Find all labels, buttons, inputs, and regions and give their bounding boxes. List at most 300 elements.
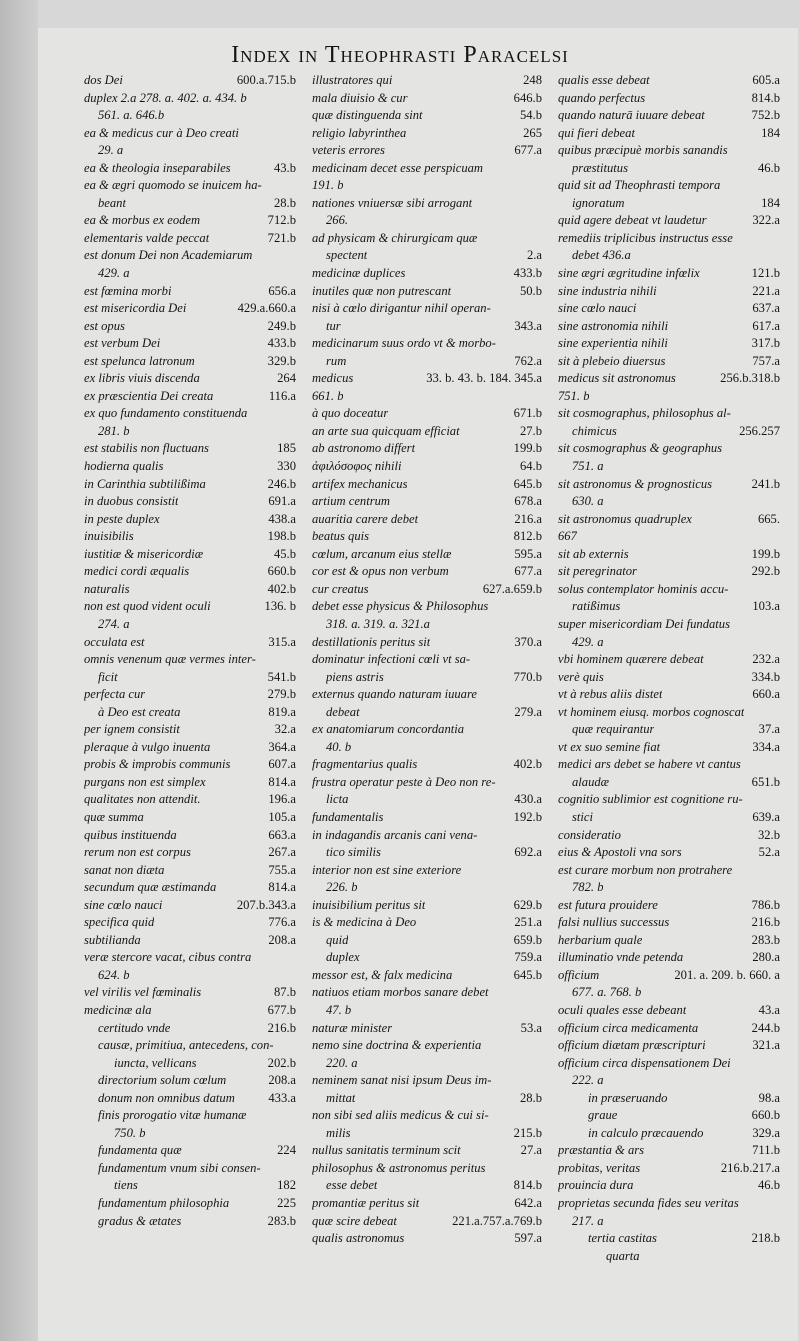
entry-page-ref xyxy=(538,1072,542,1090)
entry-term: philosophus & astronomus peritus xyxy=(312,1160,486,1175)
entry-page-ref: 663.a xyxy=(268,827,296,842)
entry-page-ref: 103.a xyxy=(752,599,780,614)
entry-term: veteris errores xyxy=(312,143,385,158)
entry-page-ref: 33. b. 43. b. 184. 345.a xyxy=(426,371,542,386)
entry-term: officium xyxy=(558,967,600,982)
entry-page-ref xyxy=(538,827,542,845)
entry-term: directorium solum cœlum xyxy=(98,1073,227,1088)
entry-term: 281. b xyxy=(98,423,130,438)
entry-term: quæ summa xyxy=(84,809,144,824)
index-entry xyxy=(558,511,780,529)
index-entry xyxy=(312,862,542,880)
index-entry xyxy=(84,107,296,125)
index-entry xyxy=(312,265,542,283)
index-entry xyxy=(312,967,542,985)
entry-term: dos Dei xyxy=(84,73,123,87)
entry-term: est opus xyxy=(84,318,125,333)
entry-page-ref: 46.b xyxy=(757,1178,780,1193)
entry-term: falsi nullius successus xyxy=(558,915,670,930)
entry-page-ref xyxy=(292,125,296,143)
index-entry xyxy=(312,353,542,371)
entry-page-ref xyxy=(292,177,296,195)
entry-term: quibus præcipuè morbis sanandis xyxy=(558,143,728,158)
index-entry xyxy=(558,844,780,862)
entry-page-ref: 402.b xyxy=(267,581,296,596)
index-entry xyxy=(312,283,542,301)
entry-page-ref: 28.b xyxy=(273,195,296,210)
entry-page-ref: 50.b xyxy=(519,283,542,298)
index-entry xyxy=(84,142,296,160)
entry-page-ref xyxy=(292,405,296,423)
entry-term: fundamentum philosophia xyxy=(98,1196,230,1210)
index-entry xyxy=(84,247,296,265)
index-entry xyxy=(84,897,296,915)
index-entry xyxy=(312,370,542,388)
index-entry xyxy=(84,844,296,862)
index-entry xyxy=(558,335,780,353)
entry-term: illustratores qui xyxy=(312,73,393,87)
entry-term: natiuos etiam morbos sanare debet xyxy=(312,985,489,1000)
entry-page-ref xyxy=(292,142,296,160)
entry-page-ref: 721.b xyxy=(267,230,296,245)
entry-page-ref: 321.a xyxy=(752,1038,780,1053)
entry-term: tertia castitas xyxy=(588,1231,657,1246)
entry-term: sit astronomus quadruplex xyxy=(558,511,692,526)
entry-term: is & medicina à Deo xyxy=(312,915,417,930)
index-entry xyxy=(312,1002,542,1020)
entry-page-ref: 184 xyxy=(761,195,780,210)
entry-page-ref: 656.a xyxy=(268,283,296,298)
index-entry xyxy=(84,476,296,494)
index-entry xyxy=(84,283,296,301)
entry-term: ἀφιλόσοφος nihili xyxy=(312,459,402,474)
index-entry xyxy=(312,949,542,967)
index-entry xyxy=(312,984,542,1002)
index-entry xyxy=(312,844,542,862)
entry-term: medicinæ ala xyxy=(84,1002,152,1017)
entry-page-ref xyxy=(776,616,780,634)
entry-page-ref xyxy=(538,862,542,880)
index-entry xyxy=(558,1248,780,1266)
entry-term: 782. b xyxy=(572,880,604,895)
entry-page-ref: 678.a xyxy=(514,494,542,509)
entry-term: est spelunca latronum xyxy=(84,353,195,368)
entry-page-ref xyxy=(292,90,296,108)
index-entry xyxy=(84,177,296,195)
entry-term: medici ars debet se habere vt cantus xyxy=(558,757,741,772)
entry-page-ref xyxy=(776,862,780,880)
entry-page-ref: 249.b xyxy=(267,318,296,333)
entry-page-ref: 645.b xyxy=(513,476,542,491)
entry-page-ref: 429.a.660.a xyxy=(237,301,296,316)
index-entry xyxy=(312,651,542,669)
entry-page-ref xyxy=(538,774,542,792)
entry-page-ref: 755.a xyxy=(268,862,296,877)
entry-page-ref xyxy=(538,212,542,230)
entry-term: religio labyrinthea xyxy=(312,125,407,140)
index-entry xyxy=(312,1055,542,1073)
entry-page-ref: 45.b xyxy=(273,546,296,561)
index-entry xyxy=(558,177,780,195)
index-entry xyxy=(312,1072,542,1090)
entry-term: messor est, & falx medicina xyxy=(312,967,453,982)
entry-page-ref: 814.a xyxy=(268,774,296,789)
index-entry xyxy=(84,230,296,248)
index-entry xyxy=(84,1213,296,1231)
index-entry xyxy=(84,160,296,178)
index-entry xyxy=(558,195,780,213)
index-entry xyxy=(558,949,780,967)
index-entry xyxy=(558,388,780,406)
index-entry xyxy=(84,440,296,458)
entry-page-ref: 98.a xyxy=(758,1090,780,1105)
entry-term: est misericordia Dei xyxy=(84,301,187,316)
entry-page-ref: 660.a xyxy=(752,687,780,702)
entry-term: ex libris viuis discenda xyxy=(84,371,200,386)
entry-term: milis xyxy=(326,1125,351,1140)
index-column-2 xyxy=(312,72,542,1248)
entry-term: sit ab externis xyxy=(558,546,629,561)
entry-term: 624. b xyxy=(98,967,130,982)
index-entry xyxy=(558,598,780,616)
entry-page-ref xyxy=(538,739,542,757)
entry-term: medicinæ duplices xyxy=(312,266,406,281)
entry-term: 561. a. 646.b xyxy=(98,108,165,123)
entry-page-ref: 280.a xyxy=(752,950,780,965)
entry-term: cor est & opus non verbum xyxy=(312,564,449,579)
entry-term: rerum non est corpus xyxy=(84,845,191,860)
index-entry xyxy=(558,669,780,687)
entry-term: artium centrum xyxy=(312,494,391,509)
entry-page-ref: 812.b xyxy=(513,529,542,544)
entry-term: oculi quales esse debeant xyxy=(558,1002,687,1017)
entry-term: causæ, primitiua, antecedens, con- xyxy=(98,1038,274,1053)
entry-page-ref xyxy=(776,581,780,599)
entry-page-ref: 627.a.659.b xyxy=(482,581,542,596)
entry-page-ref: 659.b xyxy=(513,932,542,947)
entry-term: 751. a xyxy=(572,459,604,474)
index-entry xyxy=(558,440,780,458)
entry-page-ref: 752.b xyxy=(751,108,780,123)
index-entry xyxy=(312,247,542,265)
entry-page-ref xyxy=(538,598,542,616)
entry-term: sine astronomia nihili xyxy=(558,318,669,333)
index-entry xyxy=(84,125,296,143)
entry-term: veræ stercore vacat, cibus contra xyxy=(84,950,252,965)
entry-page-ref: 202.b xyxy=(267,1055,296,1070)
entry-page-ref: 770.b xyxy=(513,669,542,684)
entry-page-ref: 37.a xyxy=(758,722,780,737)
entry-term: illuminatio vnde petenda xyxy=(558,950,684,965)
entry-page-ref: 639.a xyxy=(752,809,780,824)
entry-page-ref xyxy=(776,493,780,511)
entry-term: in indagandis arcanis cani vena- xyxy=(312,827,478,842)
entry-page-ref: 54.b xyxy=(519,108,542,123)
entry-term: est stabilis non fluctuans xyxy=(84,441,209,456)
entry-page-ref: 116.a xyxy=(268,388,296,403)
entry-term: sine cœlo nauci xyxy=(558,301,637,316)
entry-page-ref: 267.a xyxy=(268,845,296,860)
index-entry xyxy=(312,669,542,687)
entry-page-ref: 814.b xyxy=(513,1178,542,1193)
entry-term: ea & medicus cur à Deo creati xyxy=(84,125,239,140)
entry-term: beant xyxy=(98,195,126,210)
entry-page-ref xyxy=(538,651,542,669)
entry-term: est fœmina morbi xyxy=(84,283,172,298)
entry-term: eius & Apostoli vna sors xyxy=(558,845,682,860)
entry-term: tur xyxy=(326,318,341,333)
entry-page-ref: 322.a xyxy=(752,213,780,228)
entry-term: piens astris xyxy=(326,669,384,684)
index-entry xyxy=(558,1213,780,1231)
entry-page-ref: 605.a xyxy=(752,73,780,87)
entry-term: super misericordiam Dei fundatus xyxy=(558,616,730,631)
index-entry xyxy=(558,318,780,336)
entry-term: subtilianda xyxy=(84,932,141,947)
entry-term: externus quando naturam iuuare xyxy=(312,687,477,702)
entry-term: promantiæ peritus sit xyxy=(312,1196,420,1210)
entry-term: quarta xyxy=(606,1248,640,1263)
index-entry xyxy=(558,125,780,143)
entry-term: spectent xyxy=(326,248,368,263)
index-entry xyxy=(312,405,542,423)
index-entry xyxy=(312,90,542,108)
entry-page-ref: 216.b.217.a xyxy=(720,1160,780,1175)
index-entry xyxy=(84,493,296,511)
entry-page-ref: 216.b xyxy=(267,1020,296,1035)
entry-page-ref: 819.a xyxy=(268,704,296,719)
entry-page-ref: 283.b xyxy=(751,932,780,947)
entry-term: 751. b xyxy=(558,388,590,403)
index-entry xyxy=(558,1230,780,1248)
index-entry xyxy=(312,827,542,845)
entry-term: inutiles quæ non putrescant xyxy=(312,283,452,298)
index-entry xyxy=(312,791,542,809)
entry-page-ref: 317.b xyxy=(751,336,780,351)
index-entry xyxy=(84,265,296,283)
entry-term: ex anatomiarum concordantia xyxy=(312,722,465,737)
entry-page-ref: 329.b xyxy=(267,353,296,368)
entry-term: naturalis xyxy=(84,581,130,596)
entry-page-ref xyxy=(292,265,296,283)
entry-page-ref: 433.b xyxy=(267,336,296,351)
entry-term: fundamentalis xyxy=(312,809,384,824)
index-entry xyxy=(312,107,542,125)
entry-term: ex præscientia Dei creata xyxy=(84,388,214,403)
entry-term: elementaris valde peccat xyxy=(84,230,210,245)
index-entry xyxy=(558,265,780,283)
entry-term: fundamenta quæ xyxy=(98,1143,182,1158)
entry-term: 318. a. 319. a. 321.a xyxy=(326,616,430,631)
entry-page-ref: 185 xyxy=(277,441,296,456)
entry-term: proprietas secunda fides seu veritas xyxy=(558,1196,739,1210)
entry-page-ref xyxy=(538,160,542,178)
entry-page-ref: 105.a xyxy=(268,809,296,824)
entry-page-ref: 364.a xyxy=(268,739,296,754)
entry-term: inuisibilium peritus sit xyxy=(312,897,426,912)
entry-term: vbi hominem quærere debeat xyxy=(558,652,704,667)
entry-term: quando naturā iuuare debeat xyxy=(558,108,705,123)
entry-page-ref: 762.a xyxy=(514,353,542,368)
entry-term: inuisibilis xyxy=(84,529,134,544)
entry-page-ref xyxy=(776,704,780,722)
entry-page-ref: 660.b xyxy=(751,1108,780,1123)
entry-page-ref: 265 xyxy=(523,125,542,140)
index-entry xyxy=(312,511,542,529)
entry-term: ab astronomo differt xyxy=(312,441,416,456)
entry-page-ref: 677.b xyxy=(267,1002,296,1017)
entry-term: per ignem consistit xyxy=(84,722,180,737)
index-entry xyxy=(558,791,780,809)
index-entry xyxy=(312,1142,542,1160)
entry-page-ref: 711.b xyxy=(752,1143,780,1158)
entry-page-ref xyxy=(292,1160,296,1178)
index-entry xyxy=(312,686,542,704)
entry-page-ref: 607.a xyxy=(268,757,296,772)
index-entry xyxy=(84,1090,296,1108)
index-entry xyxy=(84,212,296,230)
entry-term: est curare morbum non protrahere xyxy=(558,862,733,877)
entry-term: ea & morbus ex eodem xyxy=(84,213,201,228)
entry-term: 667 xyxy=(558,529,577,544)
entry-term: nemo sine doctrina & experientia xyxy=(312,1038,482,1053)
index-entry xyxy=(84,423,296,441)
entry-page-ref: 646.b xyxy=(513,90,542,105)
entry-page-ref: 334.a xyxy=(752,739,780,754)
entry-page-ref: 53.a xyxy=(520,1020,542,1035)
entry-term: quæ requirantur xyxy=(572,722,655,737)
entry-page-ref: 814.a xyxy=(268,880,296,895)
entry-page-ref xyxy=(538,1107,542,1125)
entry-term: est donum Dei non Academiarum xyxy=(84,248,253,263)
entry-term: dominatur infectioni cœli vt sa- xyxy=(312,652,471,667)
entry-page-ref: 208.a xyxy=(268,1073,296,1088)
index-entry xyxy=(84,704,296,722)
entry-term: licta xyxy=(326,792,349,807)
entry-term: 266. xyxy=(326,213,349,228)
entry-term: iuncta, vellicans xyxy=(114,1055,197,1070)
entry-page-ref: 438.a xyxy=(268,511,296,526)
entry-page-ref: 329.a xyxy=(752,1125,780,1140)
entry-page-ref xyxy=(538,300,542,318)
index-entry xyxy=(558,476,780,494)
entry-term: debet 436.a xyxy=(572,248,631,263)
entry-page-ref: 256.b.318.b xyxy=(720,371,780,386)
entry-page-ref: 600.a.715.b xyxy=(236,73,296,87)
index-entry xyxy=(312,1107,542,1125)
index-entry xyxy=(84,1125,296,1143)
index-entry xyxy=(558,1177,780,1195)
index-entry xyxy=(84,1195,296,1213)
entry-page-ref: 645.b xyxy=(513,967,542,982)
index-entry xyxy=(558,90,780,108)
entry-page-ref xyxy=(538,686,542,704)
index-entry xyxy=(312,1195,542,1213)
index-entry xyxy=(558,1125,780,1143)
entry-term: quæ scire debeat xyxy=(312,1213,397,1228)
index-entry xyxy=(558,721,780,739)
index-entry xyxy=(84,756,296,774)
entry-page-ref: 430.a xyxy=(514,792,542,807)
entry-term: nullus sanitatis terminum scit xyxy=(312,1143,461,1158)
entry-term: quid agere debeat vt laudetur xyxy=(558,213,707,228)
entry-term: remediis triplicibus instructus esse xyxy=(558,230,733,245)
index-entry xyxy=(84,353,296,371)
index-entry xyxy=(558,634,780,652)
entry-term: pleraque à vulgo inuenta xyxy=(84,739,211,754)
index-entry xyxy=(558,1142,780,1160)
entry-page-ref xyxy=(776,440,780,458)
entry-term: qualis astronomus xyxy=(312,1231,405,1246)
entry-term: sit cosmographus & geographus xyxy=(558,441,723,456)
entry-term: alaudæ xyxy=(572,774,610,789)
entry-term: auaritia carere debet xyxy=(312,511,419,526)
index-entry xyxy=(312,528,542,546)
index-entry xyxy=(558,739,780,757)
entry-page-ref xyxy=(538,230,542,248)
entry-page-ref: 207.b.343.a xyxy=(236,897,296,912)
index-entry xyxy=(312,1037,542,1055)
entry-page-ref: 759.a xyxy=(514,950,542,965)
index-entry xyxy=(84,318,296,336)
entry-term: quando perfectus xyxy=(558,90,646,105)
entry-page-ref: 637.a xyxy=(752,301,780,316)
entry-page-ref xyxy=(538,195,542,213)
entry-term: probitas, veritas xyxy=(558,1160,641,1175)
entry-term: in duobus consistit xyxy=(84,494,179,509)
entry-page-ref: 198.b xyxy=(267,529,296,544)
index-entry xyxy=(312,739,542,757)
entry-page-ref xyxy=(538,1002,542,1020)
index-entry xyxy=(84,669,296,687)
entry-page-ref: 199.b xyxy=(751,546,780,561)
index-entry xyxy=(312,1125,542,1143)
index-entry xyxy=(312,195,542,213)
entry-term: fundamentum vnum sibi consen- xyxy=(98,1160,261,1175)
entry-term: 40. b xyxy=(326,739,352,754)
entry-term: nationes vniuersæ sibi arrogant xyxy=(312,195,473,210)
index-entry xyxy=(312,300,542,318)
entry-term: tiens xyxy=(114,1178,138,1193)
entry-page-ref xyxy=(538,879,542,897)
index-entry xyxy=(84,370,296,388)
entry-page-ref xyxy=(776,1055,780,1073)
entry-term: quid sit ad Theophrasti tempora xyxy=(558,178,721,193)
index-column-1 xyxy=(84,72,296,1230)
entry-term: 630. a xyxy=(572,494,604,509)
index-entry xyxy=(84,335,296,353)
index-entry xyxy=(312,1160,542,1178)
index-entry xyxy=(84,1020,296,1038)
index-entry xyxy=(558,458,780,476)
entry-term: vt hominem eiusq. morbos cognoscat xyxy=(558,704,745,719)
entry-term: sine ægri ægritudine infœlix xyxy=(558,266,700,281)
entry-page-ref: 677.a xyxy=(514,564,542,579)
index-entry xyxy=(84,651,296,669)
index-entry xyxy=(558,72,780,90)
entry-page-ref: 196.a xyxy=(268,792,296,807)
entry-page-ref xyxy=(538,388,542,406)
entry-term: herbarium quale xyxy=(558,932,643,947)
index-entry xyxy=(84,791,296,809)
entry-page-ref xyxy=(538,177,542,195)
entry-page-ref: 315.a xyxy=(268,634,296,649)
entry-term: medicinarum suus ordo vt & morbo- xyxy=(312,336,496,351)
entry-page-ref: 221.a xyxy=(752,283,780,298)
entry-page-ref: 216.a xyxy=(514,511,542,526)
entry-term: gradus & ætates xyxy=(98,1213,182,1228)
entry-term: est verbum Dei xyxy=(84,336,161,351)
